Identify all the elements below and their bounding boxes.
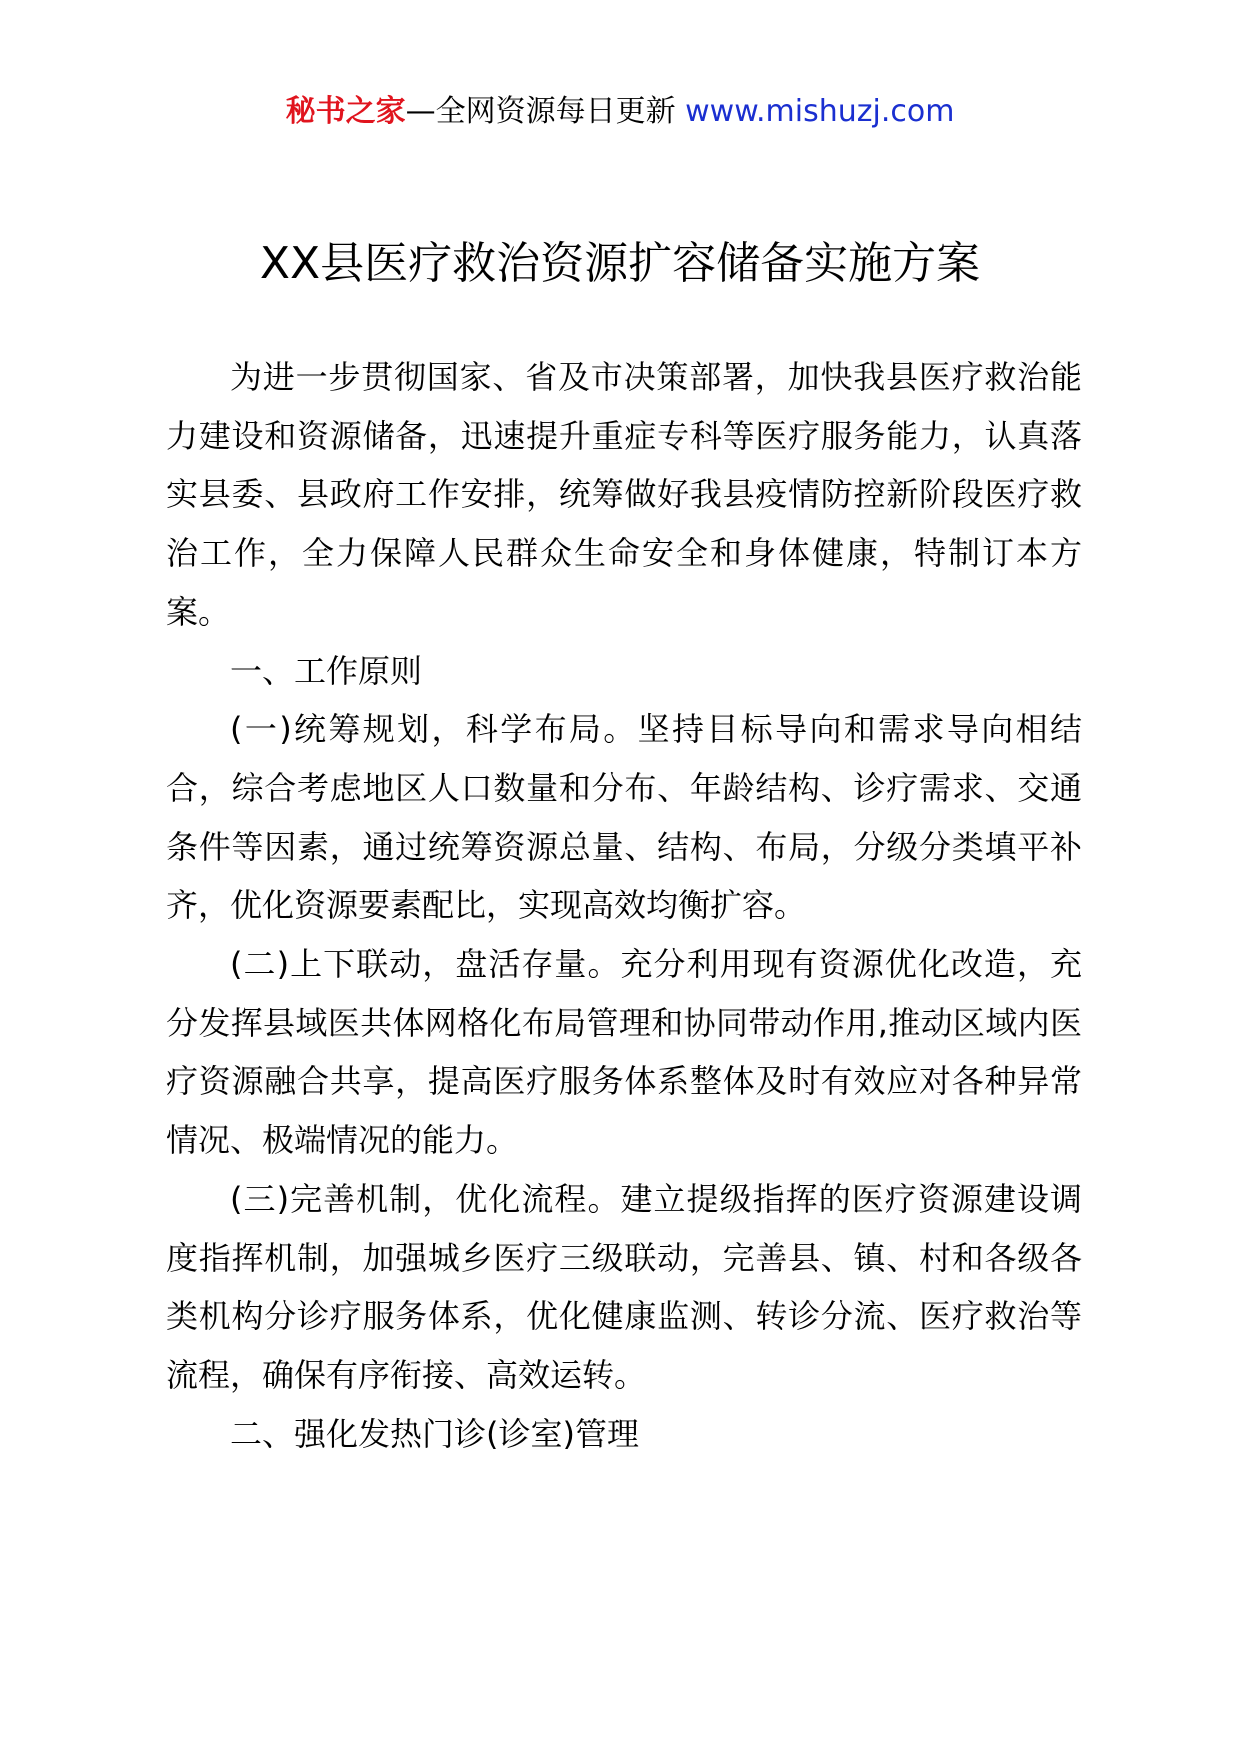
site-brand: 秘书之家 [285,94,406,129]
section-heading-1: 一、工作原则 [230,651,423,690]
site-tagline: —全网资源每日更新 [405,94,676,129]
document-title: XX县医疗救治资源扩容储备实施方案 [259,238,981,289]
intro-paragraph: 为进一步贯彻国家、省及市决策部署，加快我县医疗救治能力建设和资源储备，迅速提升重症专科等医疗服务能力，认真落实县委、县政府工作安排，统筹做好我县疫情防控新阶段医疗救治工作，全力保障人民群众生命安全和身体健康，特制订本方案。 [166,358,1082,631]
document-body [166,348,1082,1463]
site-header [0,92,1240,132]
principle-paragraph-1: (一)统筹规划，科学布局。坚持目标导向和需求导向相结合，综合考虑地区人口数量和分布、年龄结构、诊疗需求、交通条件等因素，通过统筹资源总量、结构、布局，分级分类填平补齐，优化资源要素配比，实现高效均衡扩容。 [166,710,1082,925]
principle-paragraph-2: (二)上下联动，盘活存量。充分利用现有资源优化改造，充分发挥县域医共体网格化布局管理和协同带动作用,推动区域内医疗资源融合共享，提高医疗服务体系整体及时有效应对各种异常情况、极端情况的能力。 [166,945,1082,1160]
site-url-link[interactable]: www.mishuzj.com [685,94,955,129]
section-heading-2: 二、强化发热门诊(诊室)管理 [230,1414,639,1453]
principle-paragraph-3: (三)完善机制，优化流程。建立提级指挥的医疗资源建设调度指挥机制，加强城乡医疗三级联动，完善县、镇、村和各级各类机构分诊疗服务体系，优化健康监测、转诊分流、医疗救治等流程，确保有序衔接、高效运转。 [166,1179,1082,1394]
